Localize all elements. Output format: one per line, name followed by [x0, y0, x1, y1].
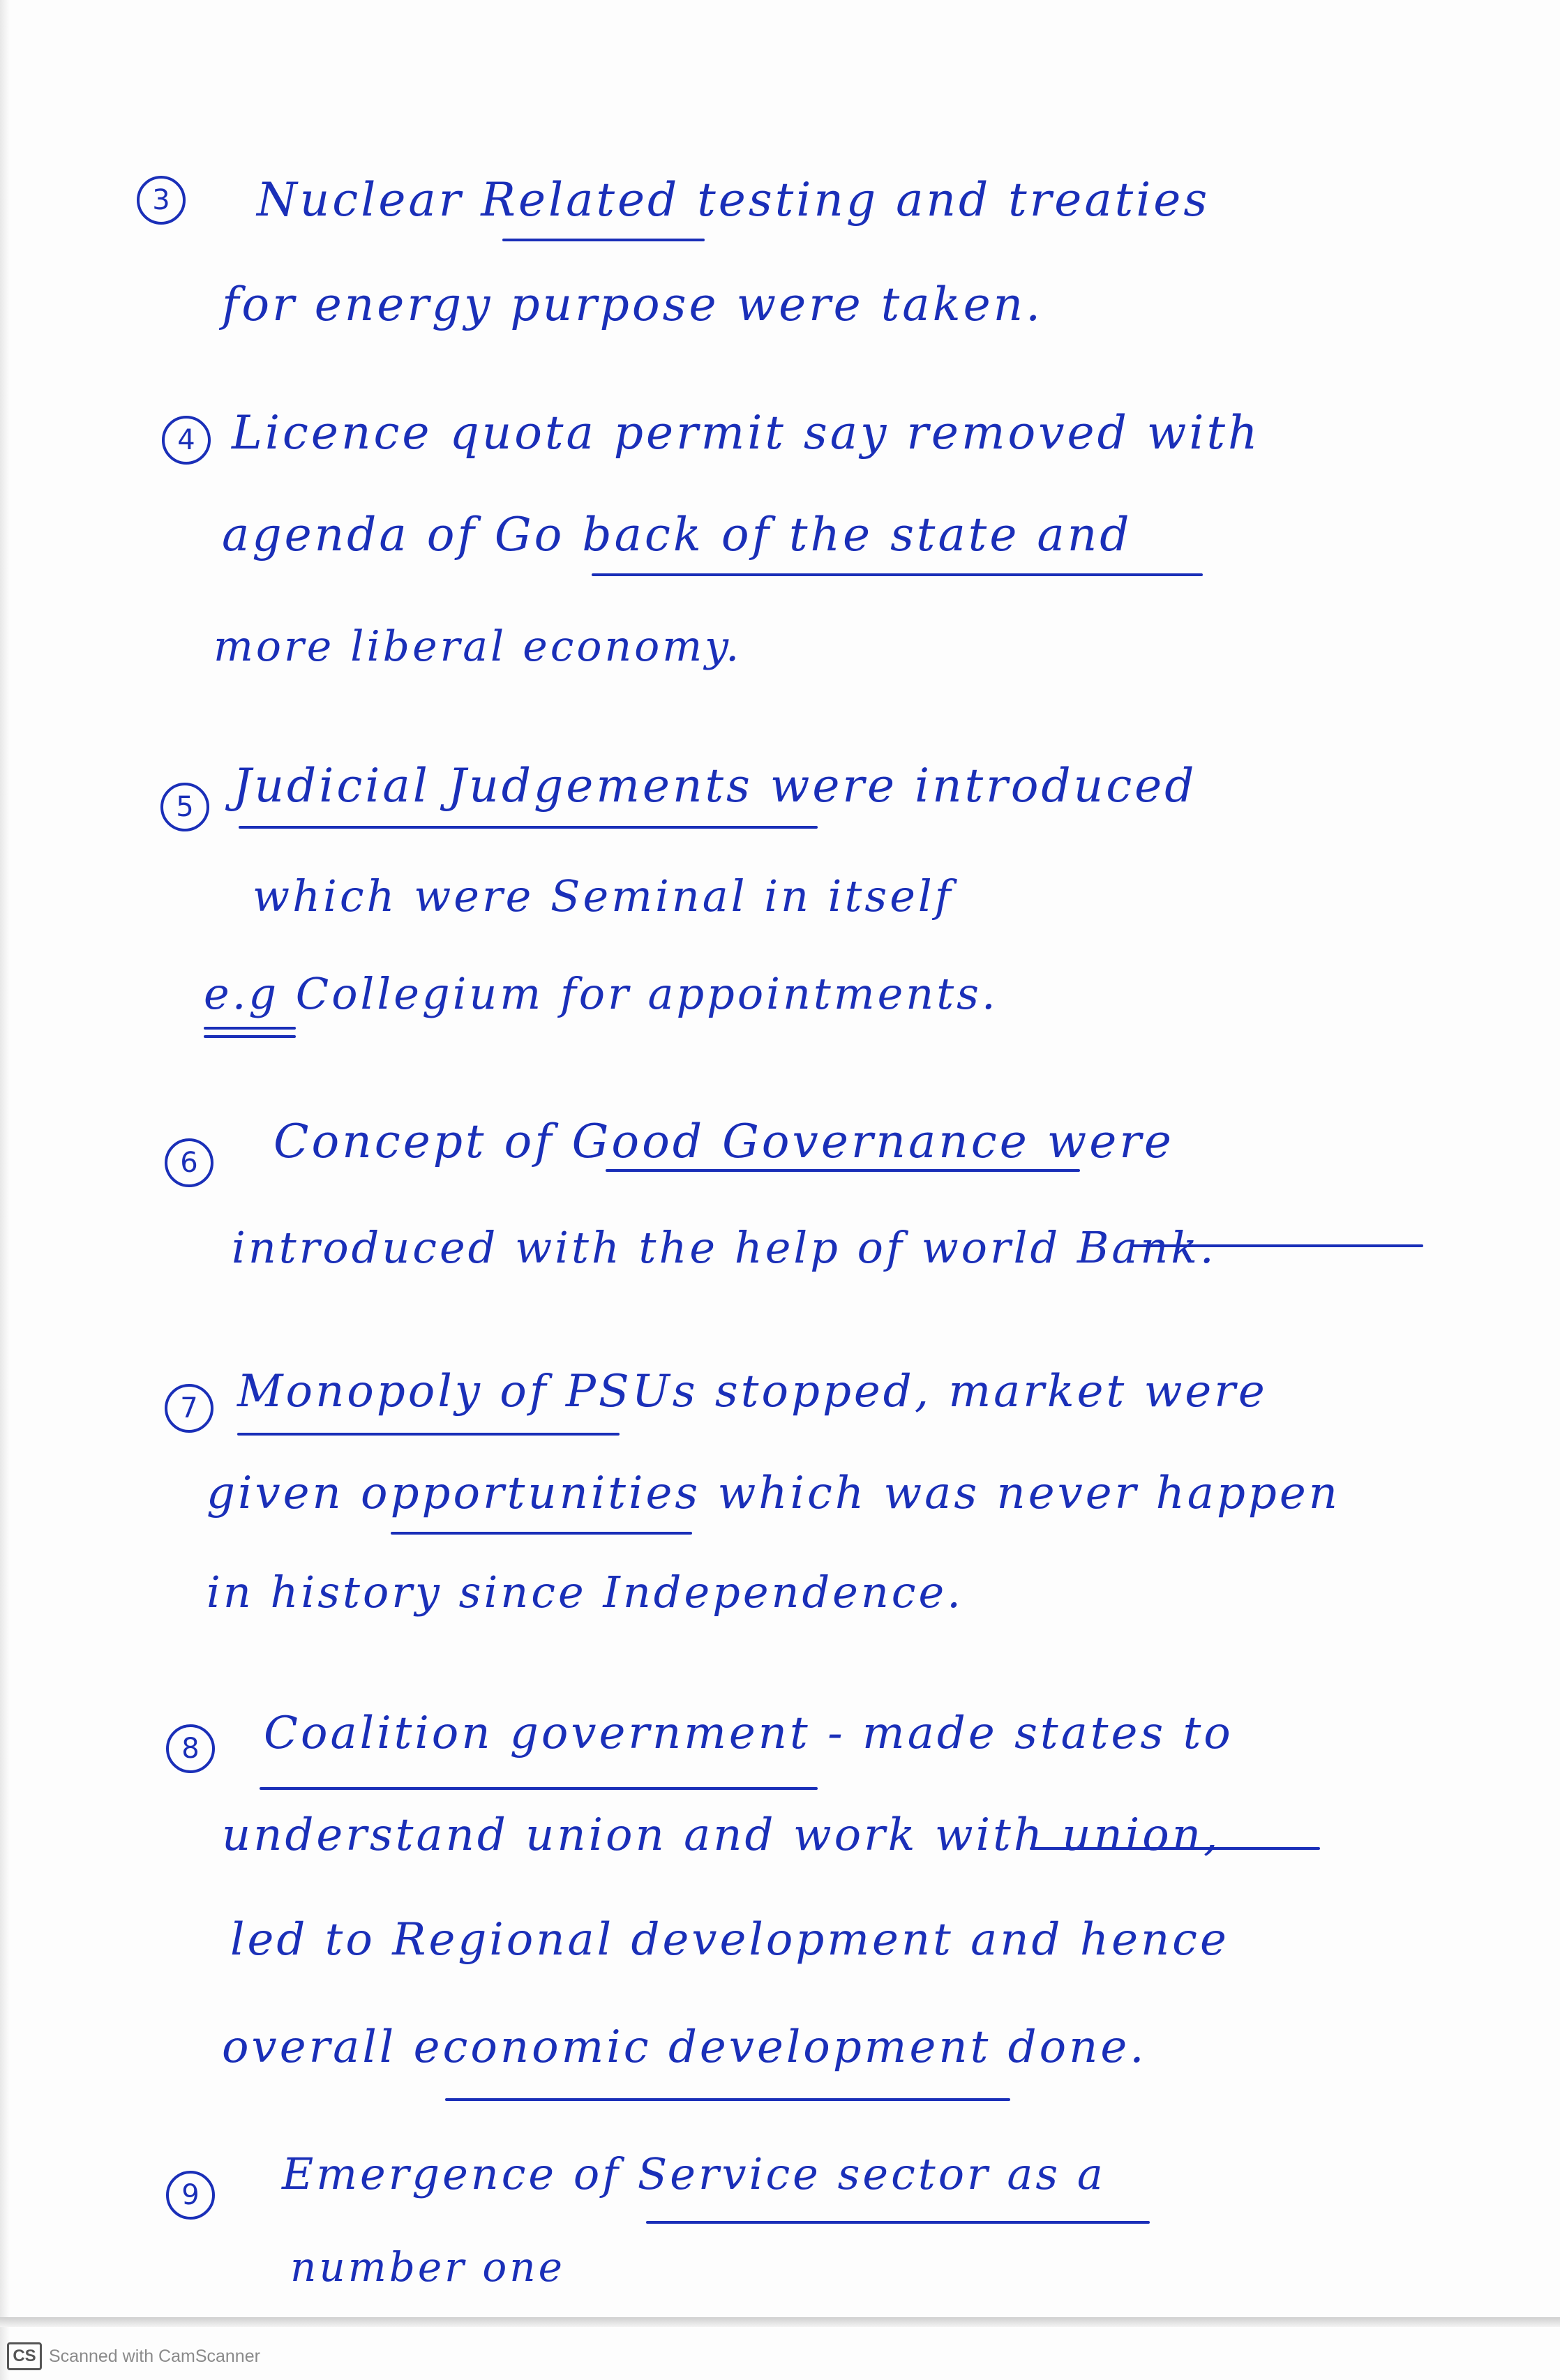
- point-4-line-2: agenda of Go back of the state and: [222, 508, 1132, 562]
- point-6-line-2: introduced with the help of world Bank.: [232, 1222, 1217, 1273]
- point-4-line-1: Licence quota permit say removed with: [232, 406, 1261, 460]
- underline-service-sector: [646, 2221, 1150, 2224]
- underline-world-bank: [1130, 1244, 1423, 1247]
- point-5-line-2: which were Seminal in itself: [253, 871, 954, 921]
- point-3-line-2: for energy purpose were taken.: [222, 278, 1044, 331]
- point-5-line-3: e.g Collegium for appointments.: [204, 968, 998, 1019]
- underline-opportunities: [391, 1532, 692, 1535]
- underline-eg: [204, 1027, 296, 1030]
- point-3-number: 3: [137, 176, 186, 225]
- point-7-line-2: given opportunities which was never happen: [207, 1468, 1340, 1519]
- underline-judicial-judgements: [239, 826, 818, 829]
- page-edge-shadow: [0, 0, 10, 2380]
- point-9-line-1: Emergence of Service sector as a: [282, 2148, 1106, 2199]
- point-8-line-2: understand union and work with union,: [222, 1809, 1221, 1861]
- camscanner-logo-icon: CS: [7, 2342, 42, 2370]
- point-4-line-3: more liberal economy.: [213, 622, 742, 671]
- point-7-line-3: in history since Independence.: [207, 1567, 963, 1618]
- underline-economic-development: [445, 2098, 1010, 2101]
- point-8-line-1: Coalition government - made states to: [264, 1708, 1233, 1759]
- page-bottom-edge: [0, 2317, 1560, 2327]
- underline-go-back-of-state: [592, 573, 1203, 576]
- point-9-number: 9: [166, 2171, 215, 2220]
- point-8-line-3: led to Regional development and hence: [230, 1914, 1229, 1966]
- point-8-line-4: overall economic development done.: [222, 2021, 1147, 2073]
- underline-good-governance: [606, 1169, 1080, 1172]
- scanner-watermark: [7, 2342, 260, 2370]
- point-4-number: 4: [162, 416, 211, 465]
- scanner-watermark-text: Scanned with CamScanner: [49, 2346, 260, 2366]
- underline-related: [502, 239, 705, 241]
- point-8-number: 8: [166, 1724, 215, 1773]
- point-5-line-1: Judicial Judgements were introduced: [233, 759, 1197, 813]
- point-3-line-1: Nuclear Related testing and treaties: [257, 173, 1210, 227]
- underline-monopoly-psus: [237, 1433, 620, 1436]
- underline-coalition-government: [260, 1787, 818, 1790]
- point-6-number: 6: [165, 1138, 213, 1187]
- underline-eg-double: [204, 1035, 296, 1038]
- point-7-number: 7: [165, 1384, 213, 1433]
- underline-with-union: [1030, 1847, 1320, 1850]
- point-9-line-2: number one: [290, 2243, 565, 2291]
- point-7-line-1: Monopoly of PSUs stopped, market were: [237, 1366, 1268, 1417]
- point-6-line-1: Concept of Good Governance were: [273, 1115, 1174, 1168]
- point-5-number: 5: [160, 783, 209, 831]
